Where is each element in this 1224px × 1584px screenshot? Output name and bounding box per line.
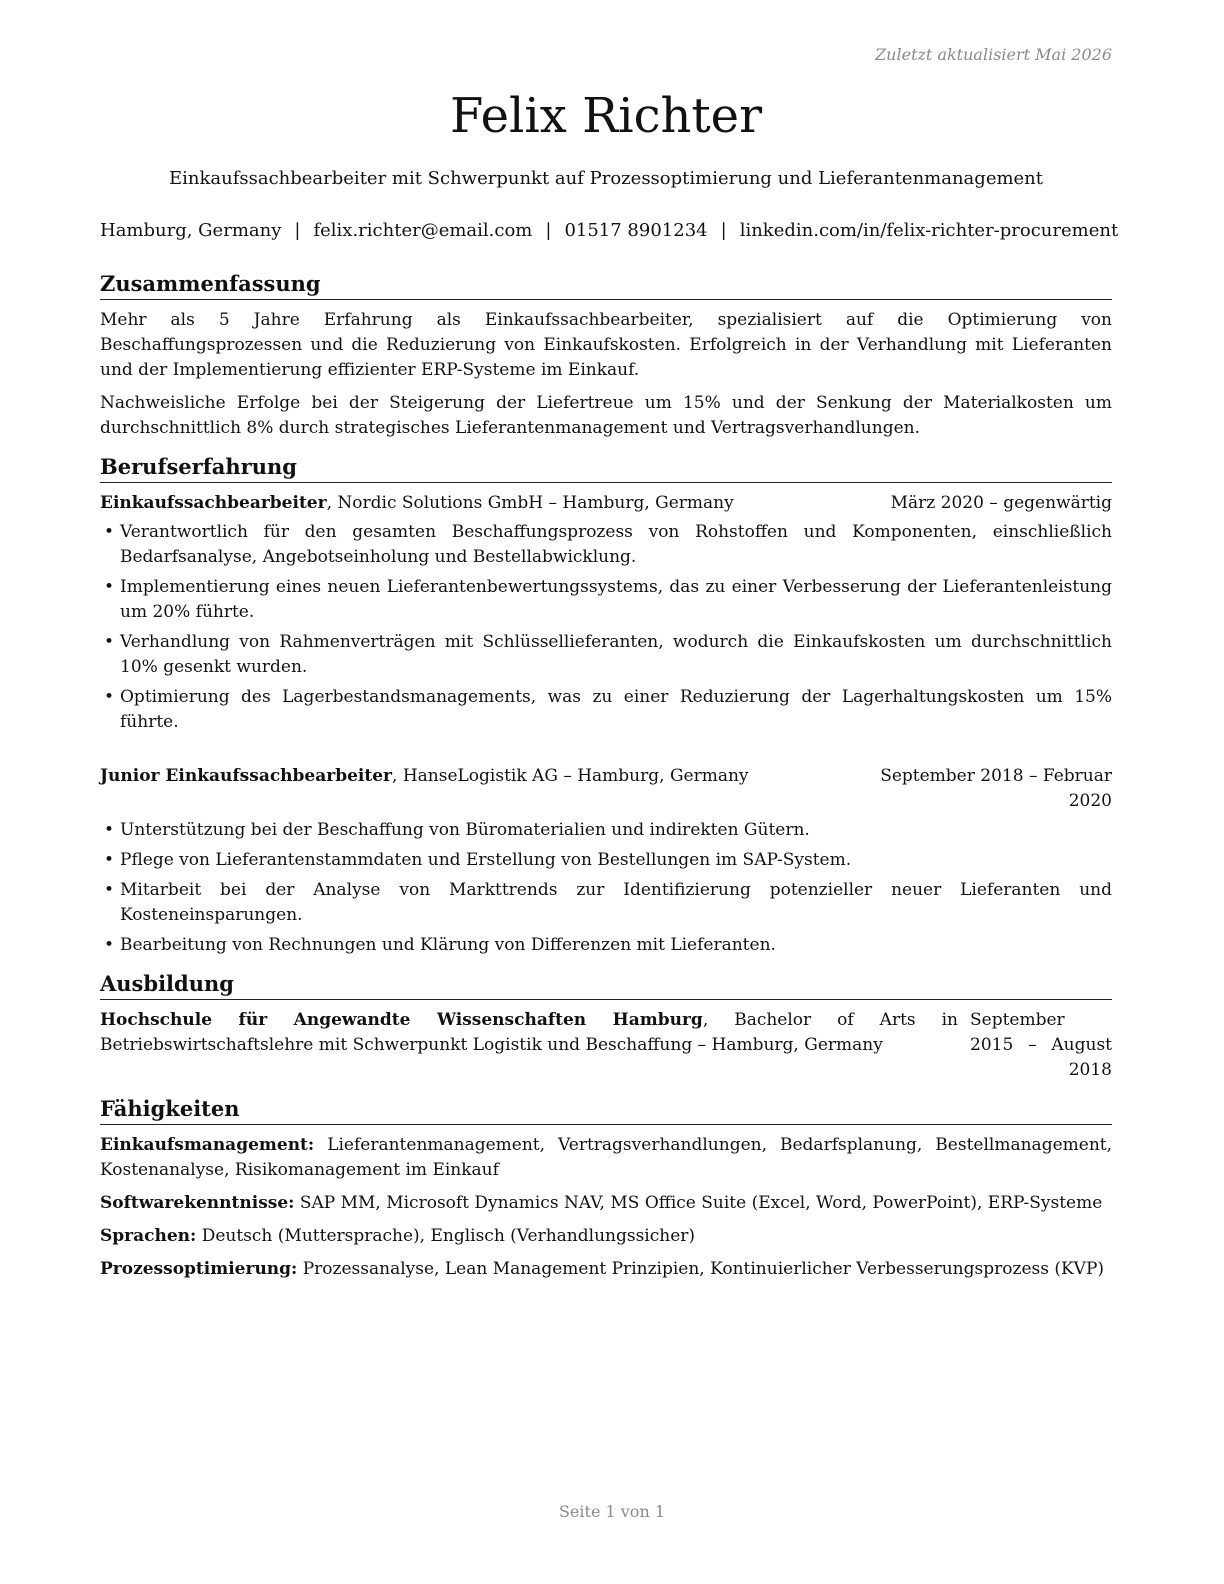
headline: Einkaufssachbearbeiter mit Schwerpunkt auf Prozessoptimierung und Lieferantenmanagement [168, 168, 1044, 189]
experience-section [100, 453, 1112, 958]
job-bullet [100, 520, 1112, 570]
job-bullet [100, 575, 1112, 625]
contact-phone: 01517 8901234 [564, 220, 708, 241]
job-role: Junior Einkaufssachbearbeiter [100, 766, 393, 786]
skill-label: Softwarekenntnisse: [100, 1193, 295, 1213]
bullet-icon: • [104, 850, 115, 870]
bullet-text: Optimierung des Lagerbestandsmanagements, was zu einer Reduzierung der Lagerhaltungskosten um 15% führte. [120, 687, 1112, 732]
last-updated: Zuletzt aktualisiert Mai 2026 [875, 45, 1112, 64]
contact-separator: | [720, 220, 727, 241]
job-dates: September 2018 – Februar 2020 [880, 766, 1112, 811]
bullet-text: Verhandlung von Rahmenverträgen mit Schlüssellieferanten, wodurch die Einkaufskosten um durchschnittlich 10% gesenkt wurden. [120, 632, 1112, 677]
bullet-icon: • [104, 632, 115, 652]
bullet-icon: • [104, 687, 115, 707]
bullet-text: Bearbeitung von Rechnungen und Klärung von Differenzen mit Lieferanten. [120, 935, 776, 955]
section-title-summary: Zusammenfassung [100, 270, 1112, 300]
skill-row [100, 1133, 1112, 1183]
education-school: Hochschule für Angewandte Wissenschaften Hamburg [100, 1010, 703, 1030]
contact-location: Hamburg, Germany [100, 220, 282, 241]
job-entry [100, 491, 1112, 735]
skill-value: Lieferantenmanagement, Vertragsverhandlungen, Bedarfsplanung, Bestellmanagement, Kostenanalyse, Risikomanagement im Einkauf [100, 1135, 1112, 1180]
job-entry [100, 764, 1112, 958]
education-entry [100, 1008, 1112, 1083]
job-bullet [100, 878, 1112, 928]
job-header [100, 764, 1112, 814]
section-title-experience: Berufserfahrung [100, 453, 1112, 483]
job-title-line [100, 491, 879, 516]
job-bullet [100, 685, 1112, 735]
skill-label: Sprachen: [100, 1226, 197, 1246]
skill-label: Einkaufsmanagement: [100, 1135, 315, 1155]
bullet-text: Verantwortlich für den gesamten Beschaffungsprozess von Rohstoffen und Komponenten, einschließlich Bedarfsanalyse, Angebotseinholung und Bestellabwicklung. [120, 522, 1112, 567]
bullet-icon: • [104, 820, 115, 840]
job-company: , HanseLogistik AG – Hamburg, Germany [392, 766, 749, 786]
education-section [100, 970, 1112, 1083]
section-title-skills: Fähigkeiten [100, 1095, 1112, 1125]
job-bullet [100, 630, 1112, 680]
skills-section [100, 1095, 1112, 1282]
job-bullet [100, 933, 1112, 958]
bullet-text: Pflege von Lieferantenstammdaten und Erstellung von Bestellungen im SAP-System. [120, 850, 852, 870]
job-role: Einkaufssachbearbeiter [100, 493, 327, 513]
bullet-icon: • [104, 577, 115, 597]
education-title-line [100, 1008, 958, 1058]
skill-label: Prozessoptimierung: [100, 1259, 298, 1279]
job-dates: März 2020 – gegenwärtig [890, 493, 1112, 513]
skill-row [100, 1257, 1112, 1282]
candidate-name: Felix Richter [449, 88, 763, 144]
skill-value: SAP MM, Microsoft Dynamics NAV, MS Office Suite (Excel, Word, PowerPoint), ERP-Systeme [299, 1193, 1103, 1213]
bullet-text: Unterstützung bei der Beschaffung von Büromaterialien und indirekten Gütern. [120, 820, 810, 840]
job-title-line [100, 764, 850, 789]
summary-paragraph: Mehr als 5 Jahre Erfahrung als Einkaufssachbearbeiter, spezialisiert auf die Optimierung von Beschaffungsprozessen und die Reduzierung von Einkaufskosten. Erfolgreich in der Verhandlung mit Lieferanten und der Implementierung effizienter ERP-Systeme im Einkauf. [100, 310, 1112, 380]
job-header [100, 491, 1112, 516]
skill-value: Deutsch (Muttersprache), Englisch (Verhandlungssicher) [201, 1226, 696, 1246]
skill-row [100, 1224, 1112, 1249]
job-bullet [100, 818, 1112, 843]
education-dates: September 2015 – August 2018 [970, 1010, 1112, 1080]
bullet-icon: • [104, 880, 115, 900]
skill-row [100, 1191, 1112, 1216]
resume-content [100, 270, 1112, 1294]
page-footer: Seite 1 von 1 [558, 1502, 666, 1521]
bullet-text: Mitarbeit bei der Analyse von Markttrends zur Identifizierung potenzieller neuer Lieferanten und Kosteneinsparungen. [120, 880, 1112, 925]
job-bullet [100, 848, 1112, 873]
contact-email[interactable]: felix.richter@email.com [313, 220, 533, 241]
job-bullets [100, 520, 1112, 735]
section-title-education: Ausbildung [100, 970, 1112, 1000]
summary-paragraph: Nachweisliche Erfolge bei der Steigerung der Liefertreue um 15% und der Senkung der Materialkosten um durchschnittlich 8% durch strategisches Lieferantenmanagement und Vertragsverhandlungen. [100, 393, 1112, 438]
bullet-icon: • [104, 935, 115, 955]
contact-line [100, 218, 1119, 244]
summary-section [100, 270, 1112, 441]
job-company: , Nordic Solutions GmbH – Hamburg, Germany [326, 493, 734, 513]
contact-separator: | [294, 220, 301, 241]
bullet-text: Implementierung eines neuen Lieferantenbewertungssystems, das zu einer Verbesserung der Lieferantenleistung um 20% führte. [120, 577, 1112, 622]
bullet-icon: • [104, 522, 115, 542]
skill-value: Prozessanalyse, Lean Management Prinzipien, Kontinuierlicher Verbesserungsprozess (KVP) [302, 1259, 1105, 1279]
job-bullets [100, 818, 1112, 958]
contact-linkedin[interactable]: linkedin.com/in/felix-richter-procurement [739, 220, 1119, 241]
education-details: , Bachelor of Arts in Betriebswirtschaftslehre mit Schwerpunkt Logistik und Beschaffung – Hamburg, Germany [100, 1010, 958, 1055]
contact-separator: | [545, 220, 552, 241]
